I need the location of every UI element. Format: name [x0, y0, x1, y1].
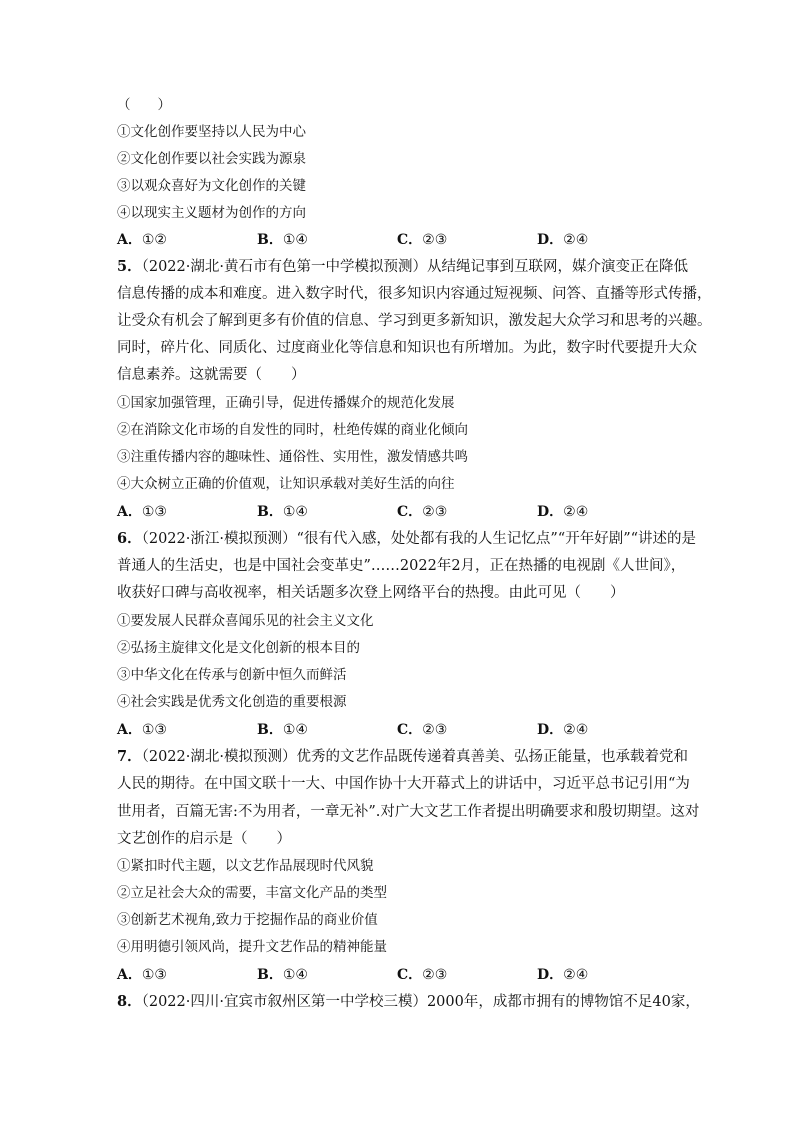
- q4-option-a: A．①②: [117, 232, 167, 248]
- q5-item-1: ①国家加强管理，正确引导，促进传播媒介的规范化发展: [117, 395, 455, 411]
- q6-stem-line-2: 普通人的生活史，也是中国社会变革史”……2022年2月，正在热播的电视剧《人世间》，: [117, 558, 686, 574]
- q7-stem-line-2: 人民的期待。在中国文联十一大、中国作协十大开幕式上的讲话中，习近平总书记引用“为: [117, 776, 690, 792]
- q5-stem-line-1: 5．（2022·湖北·黄石市有色第一中学模拟预测）从结绳记事到互联网，媒介演变正在降低: [117, 258, 688, 275]
- q6-option-a: A．①③: [117, 722, 167, 738]
- q7-stem-line-4: 文艺创作的启示是（ ）: [117, 831, 291, 847]
- q7-stem-line-1: 7．（2022·湖北·模拟预测）优秀的文艺作品既传递着真善美、弘扬正能量，也承载着党和: [117, 748, 688, 765]
- q6-item-3: ③中华文化在传承与创新中恒久而鲜活: [117, 667, 347, 683]
- q4-item-1: ①文化创作要坚持以人民为中心: [117, 124, 306, 140]
- q7-item-2: ②立足社会大众的需要，丰富文化产品的类型: [117, 885, 387, 901]
- q6-stem-line-3: 收获好口碑与高收视率，相关话题多次登上网络平台的热搜。由此可见（ ）: [117, 585, 625, 601]
- q7-option-d: D．②④: [537, 967, 589, 983]
- q5-stem-line-5: 信息素养。这就需要（ ）: [117, 367, 306, 383]
- q6-option-b: B．①④: [257, 722, 308, 738]
- q5-option-d: D．②④: [537, 504, 589, 520]
- q4-item-4: ④以现实主义题材为创作的方向: [117, 205, 306, 221]
- q6-number: 6．: [117, 530, 142, 547]
- q4-option-d: D．②④: [537, 232, 589, 248]
- q7-option-c: C．②③: [397, 967, 448, 983]
- q4-paren: （ ）: [117, 97, 171, 113]
- q8-stem-line-1: 8．（2022·四川·宜宾市叙州区第一中学校三模）2000年，成都市拥有的博物馆不足40家，: [117, 993, 700, 1010]
- q6-option-c: C．②③: [397, 722, 448, 738]
- q5-number: 5．: [117, 258, 142, 275]
- q4-item-3: ③以观众喜好为文化创作的关键: [117, 178, 306, 194]
- q6-stem-line-1: 6．（2022·浙江·模拟预测）“很有代入感，处处都有我的人生记忆点”“开年好剧”“讲述的是: [117, 530, 697, 547]
- q7-number: 7．: [117, 748, 142, 765]
- q6-item-4: ④社会实践是优秀文化创造的重要根源: [117, 694, 347, 710]
- q5-stem-line-4: 同时，碎片化、同质化、过度商业化等信息和知识也有所增加。为此，数字时代要提升大众: [117, 340, 697, 356]
- q5-option-c: C．②③: [397, 504, 448, 520]
- q7-item-1: ①紧扣时代主题，以文艺作品展现时代风貌: [117, 858, 374, 874]
- q7-option-a: A．①③: [117, 967, 167, 983]
- q7-option-b: B．①④: [257, 967, 308, 983]
- q4-item-2: ②文化创作要以社会实践为源泉: [117, 151, 306, 167]
- q7-item-4: ④用明德引领风尚，提升文艺作品的精神能量: [117, 939, 387, 955]
- q5-option-b: B．①④: [257, 504, 308, 520]
- q4-option-c: C．②③: [397, 232, 448, 248]
- q5-stem-line-2: 信息传播的成本和难度。进入数字时代，很多知识内容通过短视频、问答、直播等形式传播，: [117, 286, 712, 302]
- q8-number: 8．: [117, 993, 142, 1010]
- q5-stem-line-3: 让受众有机会了解到更多有价值的信息、学习到更多新知识，激发起大众学习和思考的兴趣。: [117, 313, 712, 329]
- q5-item-4: ④大众树立正确的价值观，让知识承载对美好生活的向往: [117, 476, 455, 492]
- q6-option-d: D．②④: [537, 722, 589, 738]
- q4-option-b: B．①④: [257, 232, 308, 248]
- q5-option-a: A．①③: [117, 504, 167, 520]
- q7-item-3: ③创新艺术视角,致力于挖掘作品的商业价值: [117, 912, 378, 928]
- q5-item-3: ③注重传播内容的趣味性、通俗性、实用性，激发情感共鸣: [117, 449, 468, 465]
- q6-item-1: ①要发展人民群众喜闻乐见的社会主义文化: [117, 613, 374, 629]
- q6-item-2: ②弘扬主旋律文化是文化创新的根本目的: [117, 640, 360, 656]
- q7-stem-line-3: 世用者，百篇无害:不为用者，一章无补”.对广大文艺工作者提出明确要求和殷切期望。这对: [117, 804, 700, 820]
- q5-item-2: ②在消除文化市场的自发性的同时，杜绝传媒的商业化倾向: [117, 422, 468, 438]
